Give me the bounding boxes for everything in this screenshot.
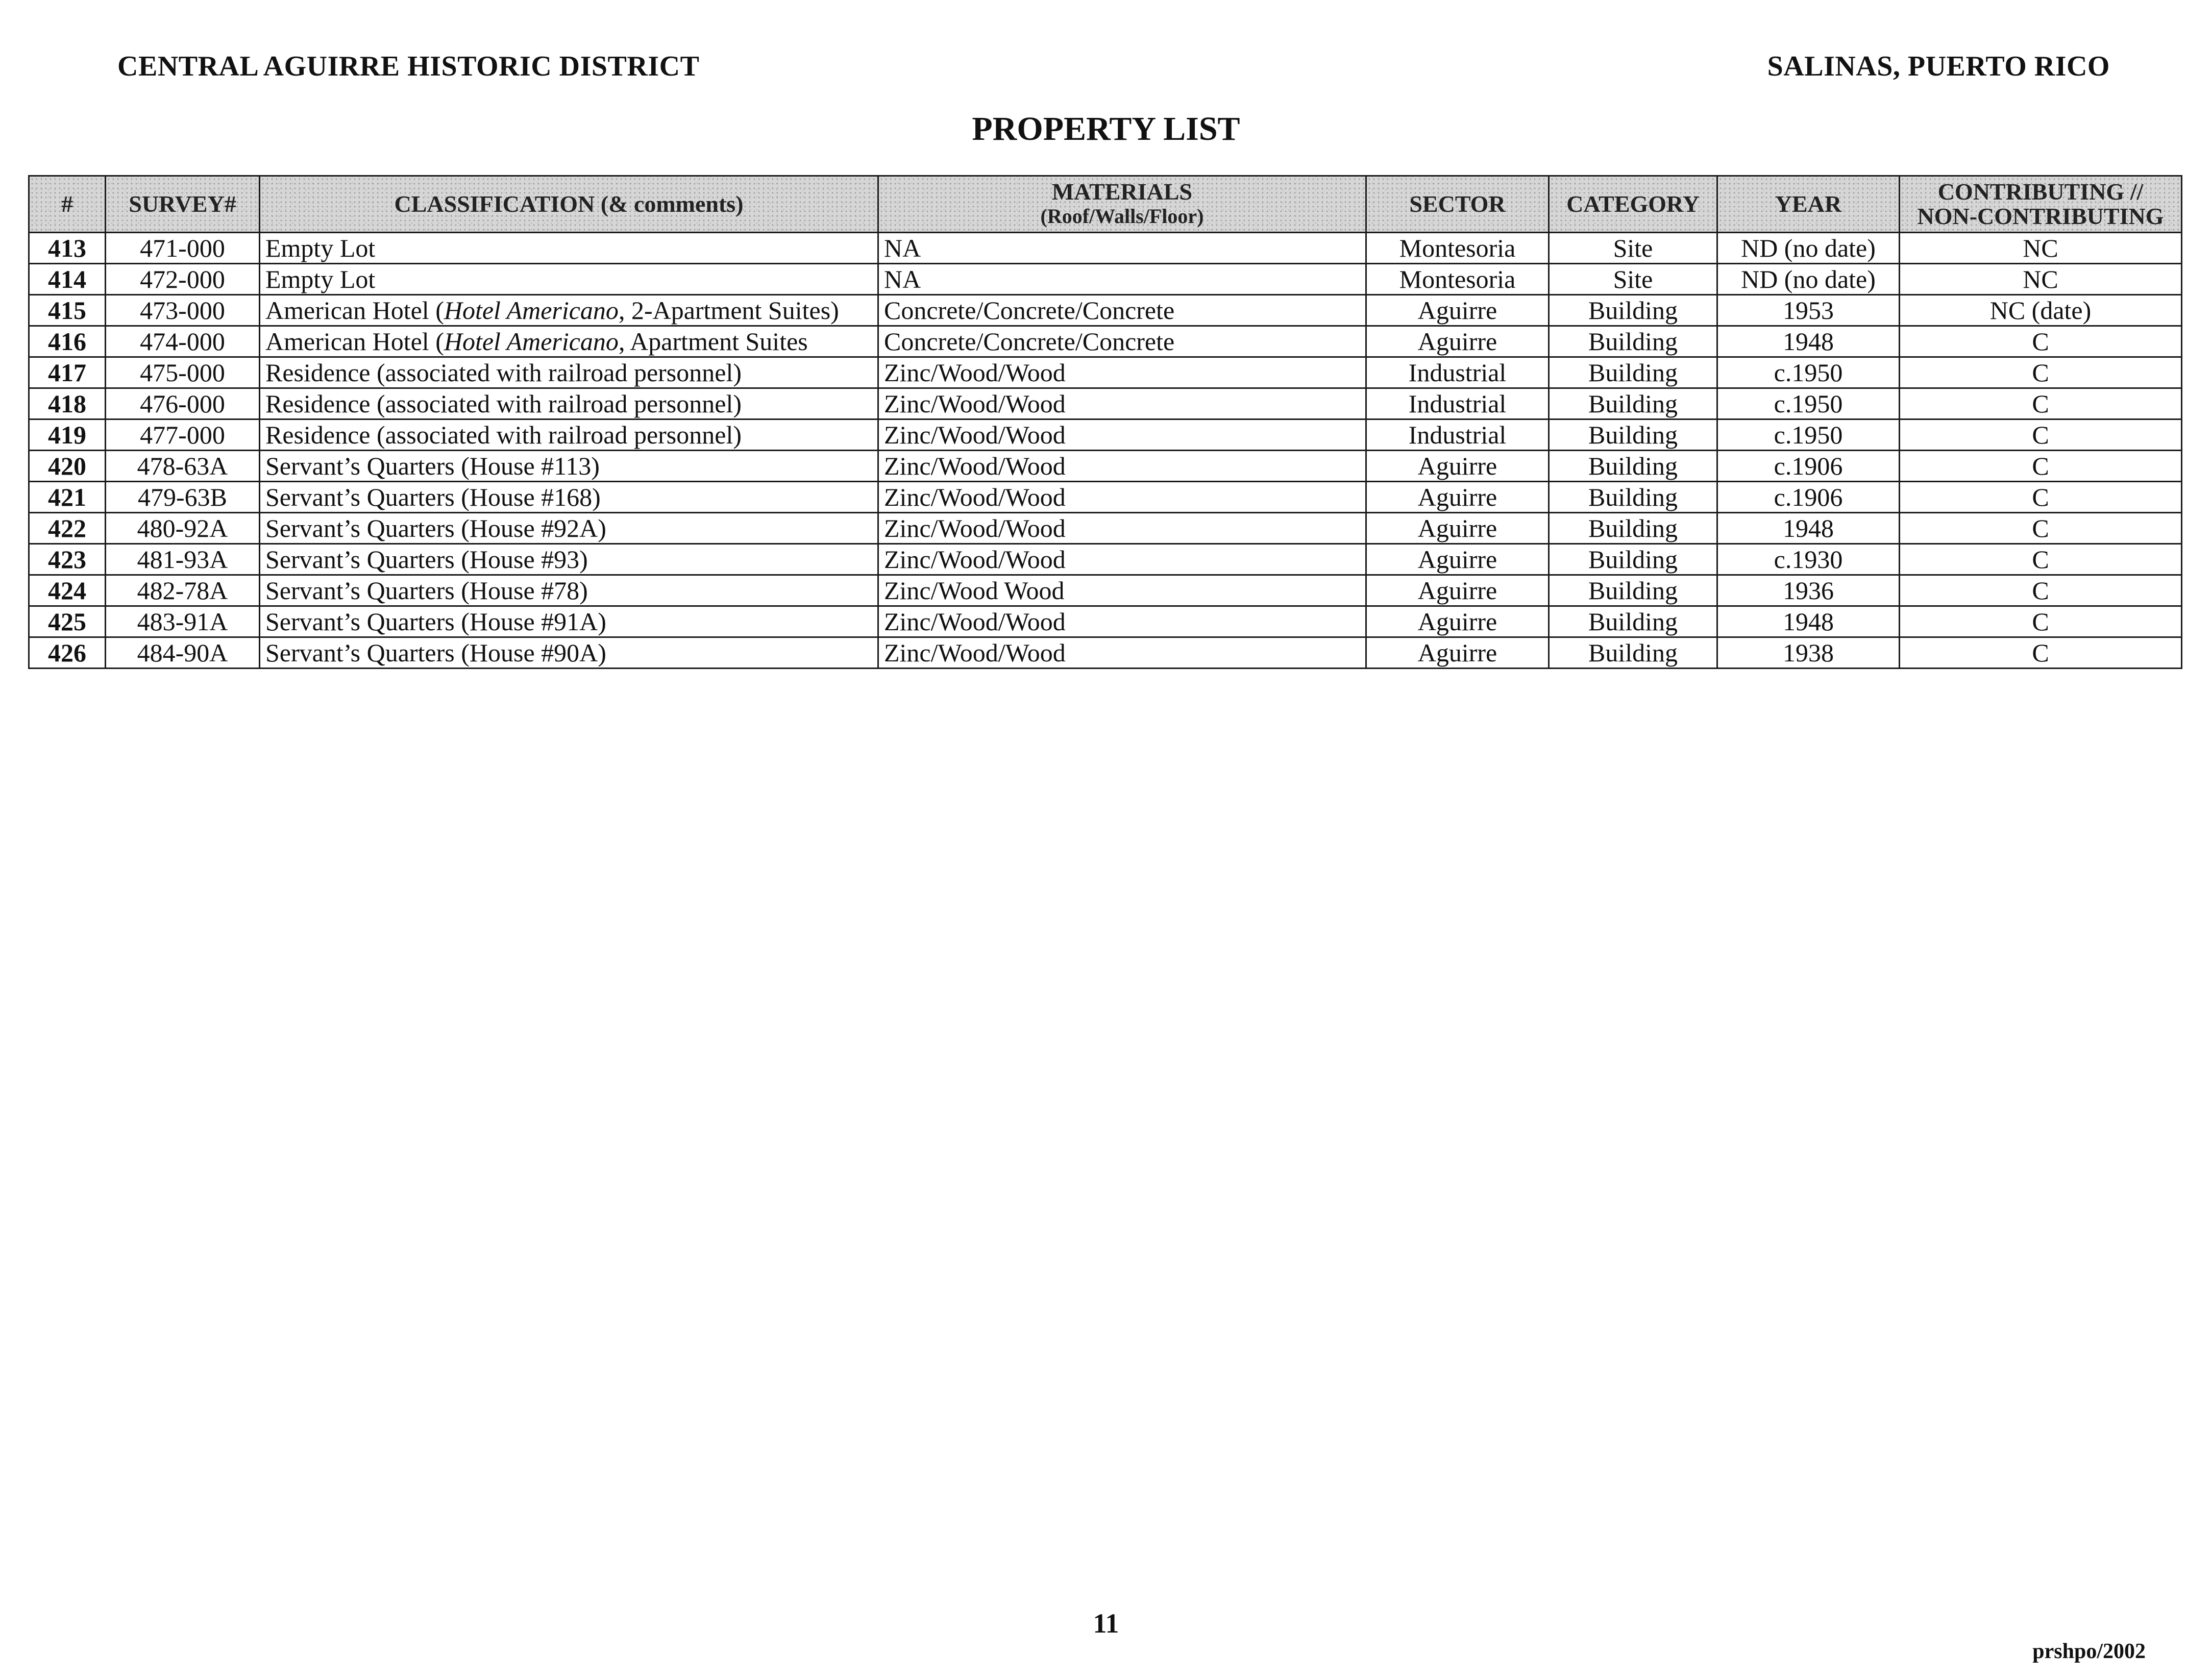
column-header-sector: SECTOR: [1366, 176, 1549, 233]
classification-pre-text: Servant’s Quarters (House #168): [265, 482, 601, 511]
classification-post-text: , 2-Apartment Suites): [618, 295, 839, 325]
cell-contributing: C: [1900, 451, 2182, 482]
cell-number: 419: [29, 419, 106, 451]
cell-survey: 483-91A: [106, 606, 260, 637]
cell-number: 415: [29, 295, 106, 326]
column-header-year: YEAR: [1717, 176, 1900, 233]
classification-pre-text: American Hotel (: [265, 327, 444, 356]
cell-classification: [260, 419, 878, 451]
column-header-materials: [878, 176, 1366, 233]
page-title: PROPERTY LIST: [972, 110, 1240, 147]
classification-ital-text: Hotel Americano: [444, 327, 619, 356]
cell-materials: NA: [878, 264, 1366, 295]
classification-pre-text: Servant’s Quarters (House #78): [265, 576, 588, 605]
cell-materials: Zinc/Wood/Wood: [878, 357, 1366, 388]
cell-contributing: C: [1900, 482, 2182, 513]
cell-year: 1948: [1717, 326, 1900, 357]
cell-sector: Aguirre: [1366, 606, 1549, 637]
cell-survey: 473-000: [106, 295, 260, 326]
table-row: [29, 482, 2182, 513]
classification-pre-text: Servant’s Quarters (House #93): [265, 545, 588, 574]
cell-sector: Aguirre: [1366, 513, 1549, 544]
cell-survey: 475-000: [106, 357, 260, 388]
cell-year: c.1950: [1717, 419, 1900, 451]
cell-contributing: NC: [1900, 264, 2182, 295]
cell-survey: 479-63B: [106, 482, 260, 513]
table-row: [29, 295, 2182, 326]
cell-contributing: C: [1900, 388, 2182, 419]
cell-sector: Aguirre: [1366, 451, 1549, 482]
materials-header-sublabel: (Roof/Walls/Floor): [1040, 205, 1204, 228]
cell-classification: [260, 606, 878, 637]
classification-pre-text: Empty Lot: [265, 264, 376, 293]
cell-materials: Concrete/Concrete/Concrete: [878, 326, 1366, 357]
district-name-header: CENTRAL AGUIRRE HISTORIC DISTRICT: [117, 51, 700, 82]
cell-materials: Concrete/Concrete/Concrete: [878, 295, 1366, 326]
table-row: [29, 606, 2182, 637]
cell-category: Site: [1549, 233, 1717, 264]
cell-classification: [260, 233, 878, 264]
cell-number: 417: [29, 357, 106, 388]
cell-materials: Zinc/Wood/Wood: [878, 606, 1366, 637]
cell-number: 422: [29, 513, 106, 544]
cell-survey: 478-63A: [106, 451, 260, 482]
table-row: [29, 357, 2182, 388]
cell-classification: [260, 357, 878, 388]
table-row: [29, 575, 2182, 606]
cell-sector: Aguirre: [1366, 482, 1549, 513]
cell-contributing: NC (date): [1900, 295, 2182, 326]
cell-year: c.1930: [1717, 544, 1900, 575]
cell-materials: Zinc/Wood Wood: [878, 575, 1366, 606]
materials-header-label: MATERIALS: [1051, 179, 1193, 205]
cell-category: Building: [1549, 544, 1717, 575]
contributing-header-label: CONTRIBUTING //: [1937, 179, 2144, 205]
classification-pre-text: Empty Lot: [265, 233, 376, 262]
classification-ital-text: Hotel Americano: [444, 295, 619, 325]
cell-category: Building: [1549, 419, 1717, 451]
cell-materials: Zinc/Wood/Wood: [878, 388, 1366, 419]
cell-number: 418: [29, 388, 106, 419]
classification-pre-text: Residence (associated with railroad personnel): [265, 420, 742, 449]
cell-category: Building: [1549, 513, 1717, 544]
classification-post-text: , Apartment Suites: [618, 327, 808, 356]
classification-pre-text: Servant’s Quarters (House #92A): [265, 513, 606, 542]
cell-category: Building: [1549, 606, 1717, 637]
cell-classification: [260, 637, 878, 669]
table-row: [29, 233, 2182, 264]
classification-pre-text: Servant’s Quarters (House #113): [265, 451, 600, 480]
classification-pre-text: Servant’s Quarters (House #91A): [265, 607, 606, 636]
cell-year: c.1950: [1717, 388, 1900, 419]
cell-sector: Montesoria: [1366, 233, 1549, 264]
cell-classification: [260, 513, 878, 544]
classification-pre-text: Residence (associated with railroad personnel): [265, 358, 742, 387]
cell-number: 423: [29, 544, 106, 575]
cell-materials: Zinc/Wood/Wood: [878, 451, 1366, 482]
cell-survey: 480-92A: [106, 513, 260, 544]
cell-classification: [260, 451, 878, 482]
cell-sector: Aguirre: [1366, 295, 1549, 326]
classification-pre-text: Servant’s Quarters (House #90A): [265, 638, 606, 667]
cell-survey: 477-000: [106, 419, 260, 451]
cell-sector: Industrial: [1366, 357, 1549, 388]
cell-sector: Montesoria: [1366, 264, 1549, 295]
location-header: SALINAS, PUERTO RICO: [1767, 51, 2110, 82]
cell-survey: 474-000: [106, 326, 260, 357]
cell-materials: Zinc/Wood/Wood: [878, 419, 1366, 451]
cell-year: c.1906: [1717, 451, 1900, 482]
cell-classification: [260, 544, 878, 575]
column-header-contributing: [1900, 176, 2182, 233]
cell-category: Building: [1549, 575, 1717, 606]
cell-sector: Industrial: [1366, 388, 1549, 419]
cell-sector: Aguirre: [1366, 326, 1549, 357]
cell-year: 1936: [1717, 575, 1900, 606]
cell-year: 1938: [1717, 637, 1900, 669]
column-header-number: #: [29, 176, 106, 233]
cell-survey: 476-000: [106, 388, 260, 419]
cell-sector: Aguirre: [1366, 637, 1549, 669]
classification-pre-text: Residence (associated with railroad personnel): [265, 389, 742, 418]
cell-survey: 484-90A: [106, 637, 260, 669]
page-number: 11: [1093, 1608, 1119, 1639]
cell-contributing: C: [1900, 637, 2182, 669]
cell-classification: [260, 388, 878, 419]
cell-number: 414: [29, 264, 106, 295]
cell-number: 425: [29, 606, 106, 637]
cell-materials: Zinc/Wood/Wood: [878, 544, 1366, 575]
cell-year: ND (no date): [1717, 233, 1900, 264]
property-list-table: [28, 175, 2182, 669]
cell-materials: NA: [878, 233, 1366, 264]
cell-year: c.1950: [1717, 357, 1900, 388]
table-row: [29, 513, 2182, 544]
cell-contributing: C: [1900, 606, 2182, 637]
cell-category: Building: [1549, 326, 1717, 357]
cell-contributing: NC: [1900, 233, 2182, 264]
cell-sector: Aguirre: [1366, 544, 1549, 575]
column-header-survey: SURVEY#: [106, 176, 260, 233]
cell-category: Building: [1549, 357, 1717, 388]
cell-survey: 471-000: [106, 233, 260, 264]
cell-number: 421: [29, 482, 106, 513]
table-row: [29, 451, 2182, 482]
table-row: [29, 637, 2182, 669]
cell-classification: [260, 575, 878, 606]
column-header-category: CATEGORY: [1549, 176, 1717, 233]
column-header-classification: CLASSIFICATION (& comments): [260, 176, 878, 233]
cell-materials: Zinc/Wood/Wood: [878, 637, 1366, 669]
cell-survey: 481-93A: [106, 544, 260, 575]
cell-classification: [260, 295, 878, 326]
cell-survey: 482-78A: [106, 575, 260, 606]
cell-contributing: C: [1900, 575, 2182, 606]
table-row: [29, 419, 2182, 451]
cell-sector: Industrial: [1366, 419, 1549, 451]
cell-category: Building: [1549, 295, 1717, 326]
cell-category: Building: [1549, 451, 1717, 482]
table-row: [29, 264, 2182, 295]
cell-contributing: C: [1900, 357, 2182, 388]
table-row: [29, 326, 2182, 357]
table-header-row: [29, 176, 2182, 233]
cell-contributing: C: [1900, 513, 2182, 544]
cell-materials: Zinc/Wood/Wood: [878, 513, 1366, 544]
table-row: [29, 388, 2182, 419]
cell-classification: [260, 326, 878, 357]
cell-number: 413: [29, 233, 106, 264]
cell-category: Site: [1549, 264, 1717, 295]
cell-classification: [260, 264, 878, 295]
table-body: [29, 233, 2182, 669]
cell-contributing: C: [1900, 326, 2182, 357]
cell-contributing: C: [1900, 544, 2182, 575]
cell-survey: 472-000: [106, 264, 260, 295]
contributing-header-sublabel: NON-CONTRIBUTING: [1917, 203, 2164, 229]
cell-number: 424: [29, 575, 106, 606]
table-row: [29, 544, 2182, 575]
cell-number: 426: [29, 637, 106, 669]
cell-number: 416: [29, 326, 106, 357]
cell-category: Building: [1549, 637, 1717, 669]
cell-year: c.1906: [1717, 482, 1900, 513]
document-code: prshpo/2002: [2032, 1640, 2146, 1663]
cell-materials: Zinc/Wood/Wood: [878, 482, 1366, 513]
cell-year: 1948: [1717, 513, 1900, 544]
classification-pre-text: American Hotel (: [265, 295, 444, 325]
cell-contributing: C: [1900, 419, 2182, 451]
cell-year: 1953: [1717, 295, 1900, 326]
cell-category: Building: [1549, 388, 1717, 419]
cell-sector: Aguirre: [1366, 575, 1549, 606]
cell-category: Building: [1549, 482, 1717, 513]
cell-year: ND (no date): [1717, 264, 1900, 295]
cell-year: 1948: [1717, 606, 1900, 637]
cell-number: 420: [29, 451, 106, 482]
cell-classification: [260, 482, 878, 513]
